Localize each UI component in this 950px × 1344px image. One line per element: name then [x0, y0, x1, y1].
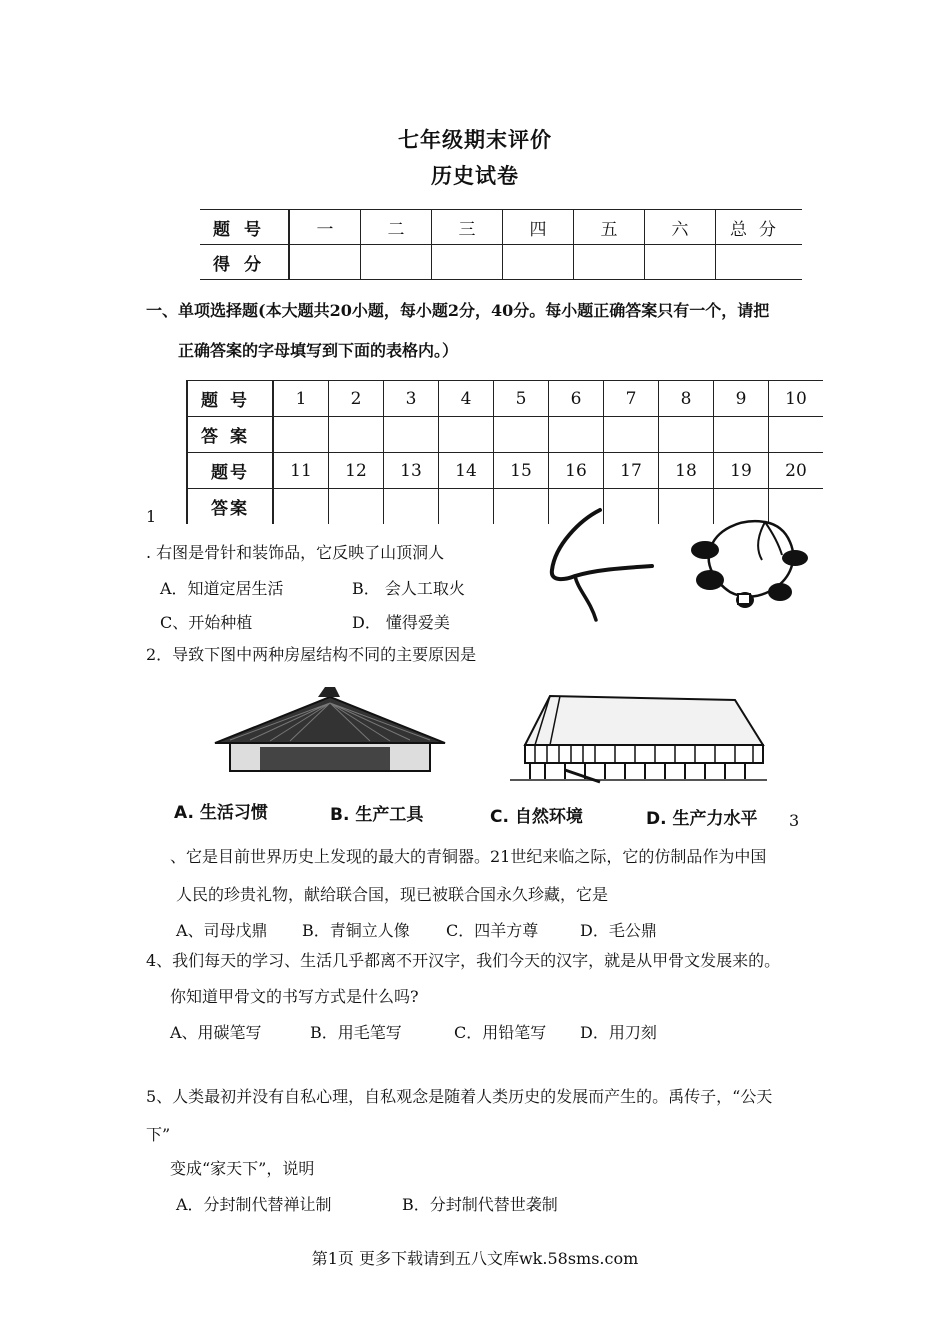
answer-cell[interactable] — [439, 417, 494, 453]
q3-option-a[interactable]: A、司母戊鼎 — [176, 921, 268, 940]
exam-title: 七年级期末评价 — [398, 127, 552, 152]
q1-option-a[interactable]: A．知道定居生活 — [160, 579, 284, 598]
answer-cell[interactable] — [329, 417, 384, 453]
question-number: 3 — [384, 381, 439, 417]
question-number: 15 — [494, 453, 549, 489]
section1-heading-line2: 正确答案的字母填写到下面的表格内。） — [178, 341, 459, 360]
section1-heading-line1: 一、单项选择题(本大题共20小题，每小题2分，40分。每小题正确答案只有一个，请把 — [146, 301, 770, 320]
exam-subtitle: 历史试卷 — [431, 163, 519, 188]
round-hut-image — [210, 685, 450, 785]
q2-option-d[interactable]: D. 生产力水平 — [646, 809, 758, 829]
q3-stem-line1: 、它是目前世界历史上发现的最大的青铜器。21世纪来临之际，它的仿制品作为中国 — [170, 847, 767, 866]
question-number: 2 — [329, 381, 384, 417]
answer-cell[interactable] — [273, 417, 329, 453]
score-cell[interactable] — [503, 245, 574, 280]
question-number: 16 — [549, 453, 604, 489]
question-number: 11 — [273, 453, 329, 489]
answer-cell[interactable] — [604, 417, 659, 453]
score-cell[interactable] — [574, 245, 645, 280]
score-cell[interactable] — [289, 245, 361, 280]
q1-option-d[interactable]: D． 懂得爱美 — [352, 613, 450, 632]
q3-option-c[interactable]: C．四羊方尊 — [446, 921, 539, 940]
answer-row-label: 答案 — [187, 417, 273, 453]
score-table-header-row — [200, 210, 802, 245]
score-cell[interactable] — [645, 245, 716, 280]
q1-stem: . 右图是骨针和装饰品，它反映了山顶洞人 — [146, 543, 445, 562]
q4-option-d[interactable]: D．用刀刻 — [580, 1023, 657, 1042]
score-cell-total[interactable] — [716, 245, 803, 280]
answer-cell[interactable] — [384, 417, 439, 453]
q2-option-c[interactable]: C. 自然环境 — [490, 807, 583, 827]
answer-cell[interactable] — [439, 489, 494, 525]
score-col-4: 四 — [503, 210, 574, 245]
score-col-6: 六 — [645, 210, 716, 245]
score-table-score-row — [200, 245, 802, 280]
q5-stem-line2: 下” — [146, 1125, 171, 1144]
q3-number: 3 — [789, 811, 800, 830]
answer-row-label: 答案 — [187, 489, 273, 525]
q1-option-c[interactable]: C、开始种植 — [160, 613, 253, 632]
q4-stem-line2: 你知道甲骨文的书写方式是什么吗? — [170, 987, 419, 1006]
question-number: 20 — [769, 453, 824, 489]
q4-stem-line1: 4、我们每天的学习、生活几乎都离不开汉字，我们今天的汉字，就是从甲骨文发展来的。 — [146, 951, 781, 970]
answer-cell[interactable] — [273, 489, 329, 525]
question-number: 13 — [384, 453, 439, 489]
answer-row-label: 题号 — [187, 453, 273, 489]
score-col-1: 一 — [289, 210, 361, 245]
q3-stem-line2: 人民的珍贵礼物，献给联合国，现已被联合国永久珍藏，它是 — [176, 885, 609, 904]
q5-stem-line1: 5、人类最初并没有自私心理，自私观念是随着人类历史的发展而产生的。禹传子，“公天 — [146, 1087, 773, 1106]
answer-cell[interactable] — [384, 489, 439, 525]
bone-needle-icon — [552, 510, 652, 579]
question-number: 8 — [659, 381, 714, 417]
score-cell[interactable] — [361, 245, 432, 280]
answer-row-label: 题号 — [187, 381, 273, 417]
answer-cell[interactable] — [714, 417, 769, 453]
score-col-total: 总分 — [716, 210, 803, 245]
bone-needle-ornament-image — [540, 500, 810, 630]
question-number: 4 — [439, 381, 494, 417]
q1-option-b[interactable]: B． 会人工取火 — [352, 579, 465, 598]
question-number: 10 — [769, 381, 824, 417]
question-number: 18 — [659, 453, 714, 489]
q2-stem: 2．导致下图中两种房屋结构不同的主要原因是 — [146, 645, 477, 664]
q4-option-c[interactable]: C．用铅笔写 — [454, 1023, 547, 1042]
q5-option-b[interactable]: B．分封制代替世袭制 — [402, 1195, 558, 1214]
q5-stem-line3: 变成“家天下”，说明 — [170, 1159, 315, 1178]
question-number: 17 — [604, 453, 659, 489]
question-number: 7 — [604, 381, 659, 417]
score-table — [200, 209, 802, 280]
score-col-2: 二 — [361, 210, 432, 245]
stilt-house-image — [505, 690, 770, 785]
answer-cell[interactable] — [549, 417, 604, 453]
answer-table-row — [187, 417, 823, 453]
score-col-3: 三 — [432, 210, 503, 245]
q3-option-b[interactable]: B．青铜立人像 — [302, 921, 410, 940]
score-col-5: 五 — [574, 210, 645, 245]
score-cell[interactable] — [432, 245, 503, 280]
page-footer: 第1页 更多下载请到五八文库wk.58sms.com — [311, 1249, 639, 1268]
q4-option-a[interactable]: A、用碳笔写 — [170, 1023, 262, 1042]
q2-option-b[interactable]: B. 生产工具 — [330, 805, 424, 825]
question-number: 19 — [714, 453, 769, 489]
question-number: 12 — [329, 453, 384, 489]
score-row2-label: 得分 — [200, 245, 289, 280]
q4-option-b[interactable]: B．用毛笔写 — [310, 1023, 402, 1042]
question-number: 1 — [273, 381, 329, 417]
question-number: 5 — [494, 381, 549, 417]
question-number: 9 — [714, 381, 769, 417]
answer-cell[interactable] — [329, 489, 384, 525]
answer-cell[interactable] — [659, 417, 714, 453]
question-number: 14 — [439, 453, 494, 489]
q5-option-a[interactable]: A．分封制代替禅让制 — [176, 1195, 332, 1214]
answer-table-row — [187, 453, 823, 489]
q3-option-d[interactable]: D．毛公鼎 — [580, 921, 657, 940]
answer-table-row — [187, 381, 823, 417]
answer-cell[interactable] — [494, 417, 549, 453]
q2-option-a[interactable]: A. 生活习惯 — [174, 803, 268, 823]
necklace-icon — [691, 521, 808, 608]
question-number: 6 — [549, 381, 604, 417]
q1-number: 1 — [146, 507, 157, 526]
score-row1-label: 题号 — [200, 210, 289, 245]
answer-cell[interactable] — [769, 417, 824, 453]
